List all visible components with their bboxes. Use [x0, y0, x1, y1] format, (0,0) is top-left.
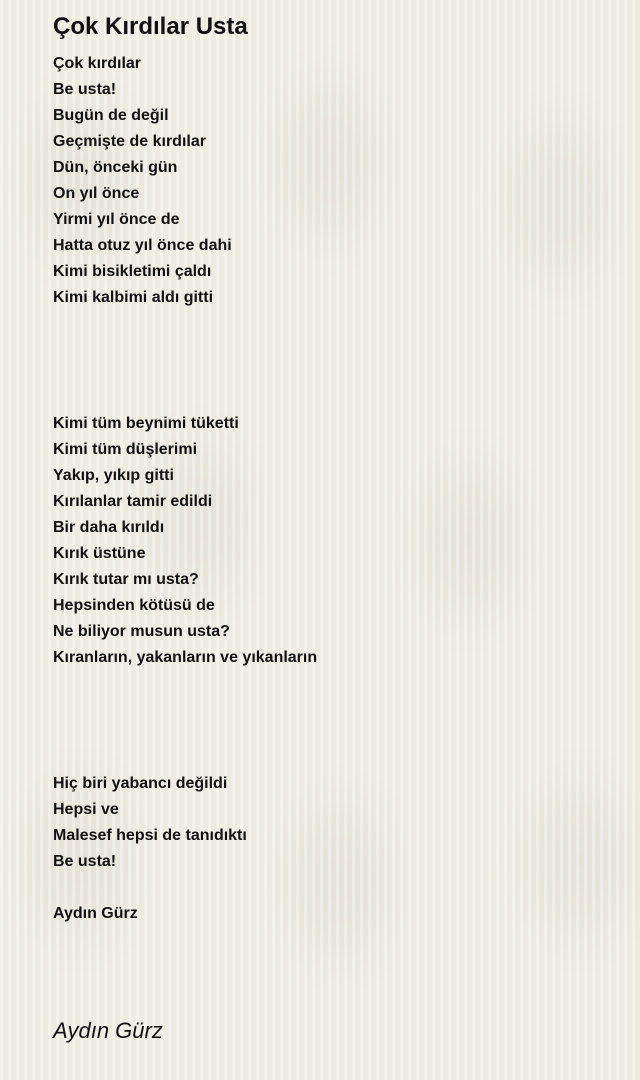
- poem-line: Kimi bisikletimi çaldı: [53, 263, 212, 280]
- poem-line: Be usta!: [53, 81, 117, 98]
- poem-line: Çok kırdılar: [53, 55, 142, 72]
- author-signature: Aydın Gürz: [53, 1018, 163, 1043]
- poem-line: Hepsinden kötüsü de: [53, 597, 215, 614]
- author-line: [53, 901, 138, 927]
- poem-line: Hepsi ve: [53, 801, 119, 818]
- poem-line: Hiç biri yabancı değildi: [53, 775, 228, 792]
- poem-line: Ne biliyor musun usta?: [53, 623, 230, 640]
- poem-line: Bir daha kırıldı: [53, 519, 165, 536]
- poem-stanza-2: [53, 411, 317, 671]
- poem-stanza-1: [53, 51, 232, 311]
- poem-line: Kırık üstüne: [53, 545, 146, 562]
- poem-line: Yakıp, yıkıp gitti: [53, 467, 174, 484]
- poem-line: Kimi kalbimi aldı gitti: [53, 289, 214, 306]
- poem-line: Hatta otuz yıl önce dahi: [53, 237, 232, 254]
- poem-stanza-3: [53, 771, 247, 875]
- poem-title: Çok Kırdılar Usta: [53, 13, 248, 40]
- poem-line: Kimi tüm beynimi tüketti: [53, 415, 239, 432]
- poem-line: Kıranların, yakanların ve yıkanların: [53, 649, 318, 666]
- poem-line: Be usta!: [53, 853, 117, 870]
- poem-line: Kırık tutar mı usta?: [53, 571, 199, 588]
- poem-line: On yıl önce: [53, 185, 140, 202]
- poem-line: Kırılanlar tamir edildi: [53, 493, 213, 510]
- poem-line: Kimi tüm düşlerimi: [53, 441, 198, 458]
- poem-line: Yirmi yıl önce de: [53, 211, 180, 228]
- poem-line: Dün, önceki gün: [53, 159, 178, 176]
- poem-line: Bugün de değil: [53, 107, 169, 124]
- author-name: Aydın Gürz: [53, 905, 138, 922]
- poem-line: Geçmişte de kırdılar: [53, 133, 206, 150]
- poem-line: Malesef hepsi de tanıdıktı: [53, 827, 247, 844]
